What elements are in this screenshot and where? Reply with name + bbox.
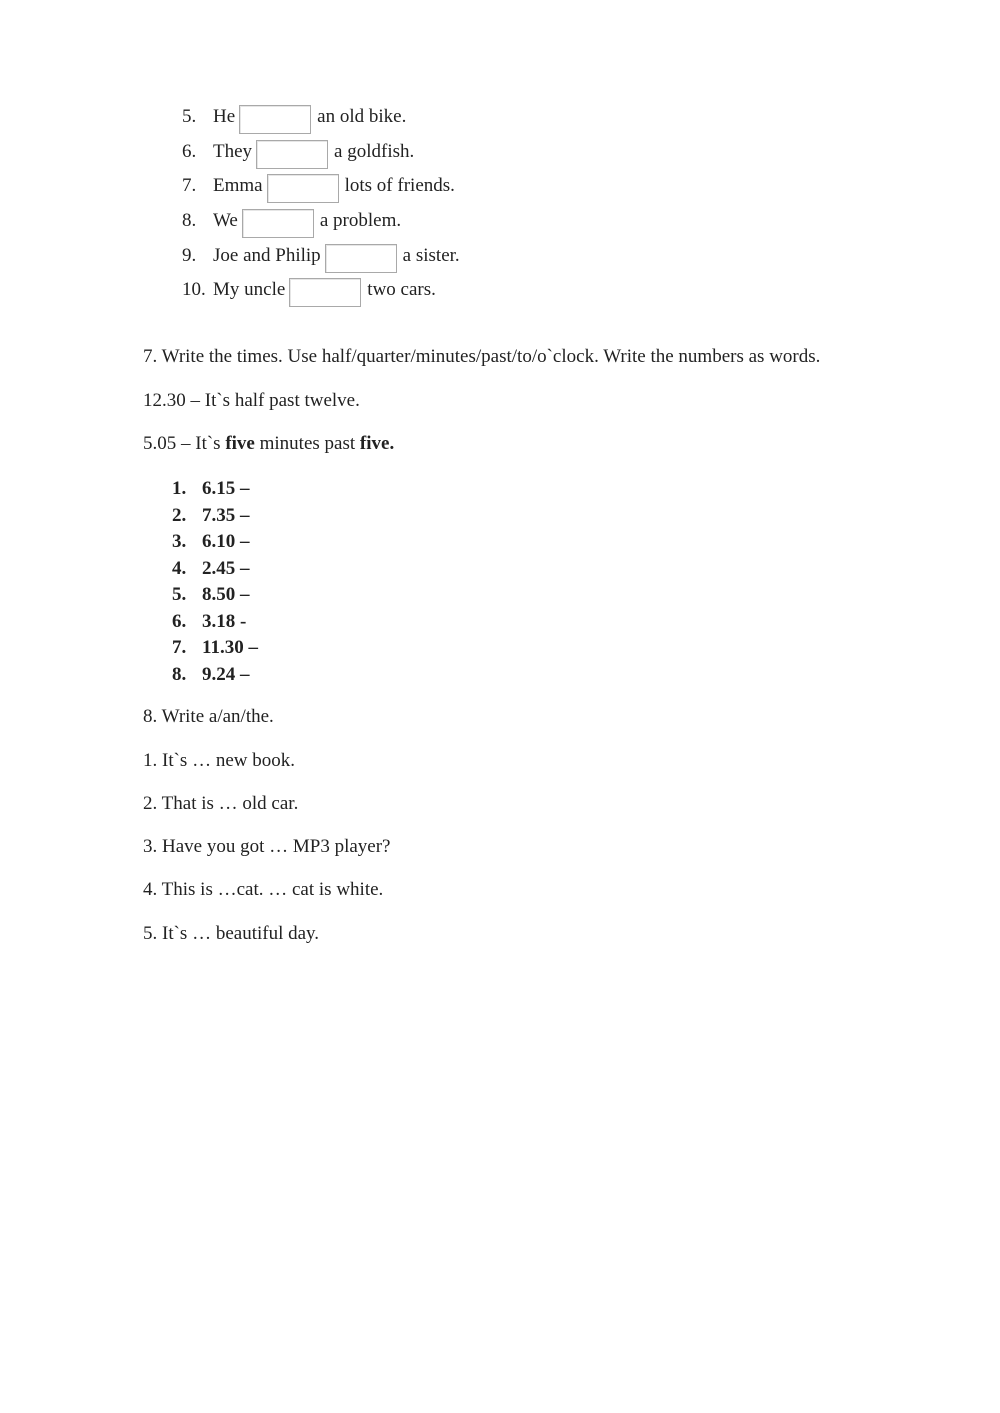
list-item bbox=[172, 476, 258, 503]
answer-input[interactable] bbox=[325, 244, 397, 273]
times-list bbox=[172, 476, 258, 688]
item-number: 5. bbox=[182, 106, 197, 127]
time-value: 2.45 – bbox=[202, 557, 250, 579]
item-number: 10. bbox=[182, 279, 206, 300]
list-item bbox=[172, 503, 258, 530]
exercise-item bbox=[182, 244, 460, 268]
time-value: 3.18 - bbox=[202, 610, 247, 632]
answer-input[interactable] bbox=[256, 140, 328, 169]
item-subject: Emma bbox=[213, 175, 263, 196]
time-value: 8.50 – bbox=[202, 584, 250, 605]
item-rest: two cars. bbox=[367, 279, 436, 300]
answer-input[interactable] bbox=[239, 105, 311, 134]
item-rest: a goldfish. bbox=[334, 141, 415, 162]
item-number: 5. bbox=[172, 584, 187, 605]
example-1: 12.30 – It`s half past twelve. bbox=[143, 390, 360, 411]
example-2-prefix: 5.05 – It`s bbox=[143, 433, 226, 454]
item-number: 8. bbox=[172, 663, 187, 685]
example-2-middle: minutes past bbox=[254, 433, 360, 454]
item-rest: an old bike. bbox=[317, 106, 407, 127]
item-number: 9. bbox=[182, 245, 197, 266]
item-number: 2. bbox=[172, 504, 187, 526]
exercise-item bbox=[182, 105, 406, 129]
item-subject: We bbox=[213, 210, 238, 231]
list-item bbox=[172, 635, 258, 662]
item-subject: They bbox=[213, 141, 253, 162]
time-value: 7.35 – bbox=[202, 504, 250, 526]
item-number: 6. bbox=[182, 141, 197, 162]
item-number: 1. bbox=[172, 478, 187, 499]
item-subject: Joe and Philip bbox=[213, 245, 321, 266]
time-value: 9.24 – bbox=[202, 663, 250, 685]
item-rest: a problem. bbox=[319, 210, 402, 231]
answer-input[interactable] bbox=[242, 209, 314, 238]
list-item bbox=[172, 529, 258, 556]
item-number: 4. bbox=[172, 557, 187, 579]
example-2-bold-2: five. bbox=[359, 433, 395, 454]
example-2 bbox=[143, 432, 394, 456]
list-item: 1. It`s … new book. bbox=[143, 750, 295, 771]
item-number: 7. bbox=[172, 637, 187, 658]
exercise-item bbox=[182, 174, 455, 198]
time-value: 6.10 – bbox=[202, 531, 250, 552]
list-item bbox=[172, 662, 258, 689]
example-2-bold-1: five bbox=[225, 433, 255, 454]
exercise-item bbox=[182, 140, 414, 164]
list-item: 5. It`s … beautiful day. bbox=[143, 923, 320, 944]
answer-input[interactable] bbox=[267, 174, 339, 203]
time-value: 11.30 – bbox=[202, 637, 258, 658]
item-rest: a sister. bbox=[402, 245, 460, 266]
answer-input[interactable] bbox=[289, 278, 361, 307]
list-item bbox=[172, 556, 258, 583]
item-subject: My uncle bbox=[213, 279, 286, 300]
list-item bbox=[172, 582, 258, 609]
exercise-7-instruction: 7. Write the times. Use half/quarter/minutes/past/to/o`clock. Write the numbers as words. bbox=[143, 346, 821, 367]
item-rest: lots of friends. bbox=[344, 175, 455, 196]
exercise-8-instruction: 8. Write a/an/the. bbox=[143, 706, 274, 727]
item-subject: He bbox=[213, 106, 236, 127]
item-number: 3. bbox=[172, 531, 187, 552]
item-number: 8. bbox=[182, 210, 197, 231]
list-item: 3. Have you got … MP3 player? bbox=[143, 836, 391, 857]
list-item: 2. That is … old car. bbox=[143, 793, 299, 814]
list-item: 4. This is …cat. … cat is white. bbox=[143, 879, 384, 900]
exercise-item bbox=[182, 278, 436, 302]
exercise-item bbox=[182, 209, 401, 233]
time-value: 6.15 – bbox=[202, 478, 250, 499]
list-item bbox=[172, 609, 258, 636]
item-number: 6. bbox=[172, 610, 187, 632]
item-number: 7. bbox=[182, 175, 197, 196]
